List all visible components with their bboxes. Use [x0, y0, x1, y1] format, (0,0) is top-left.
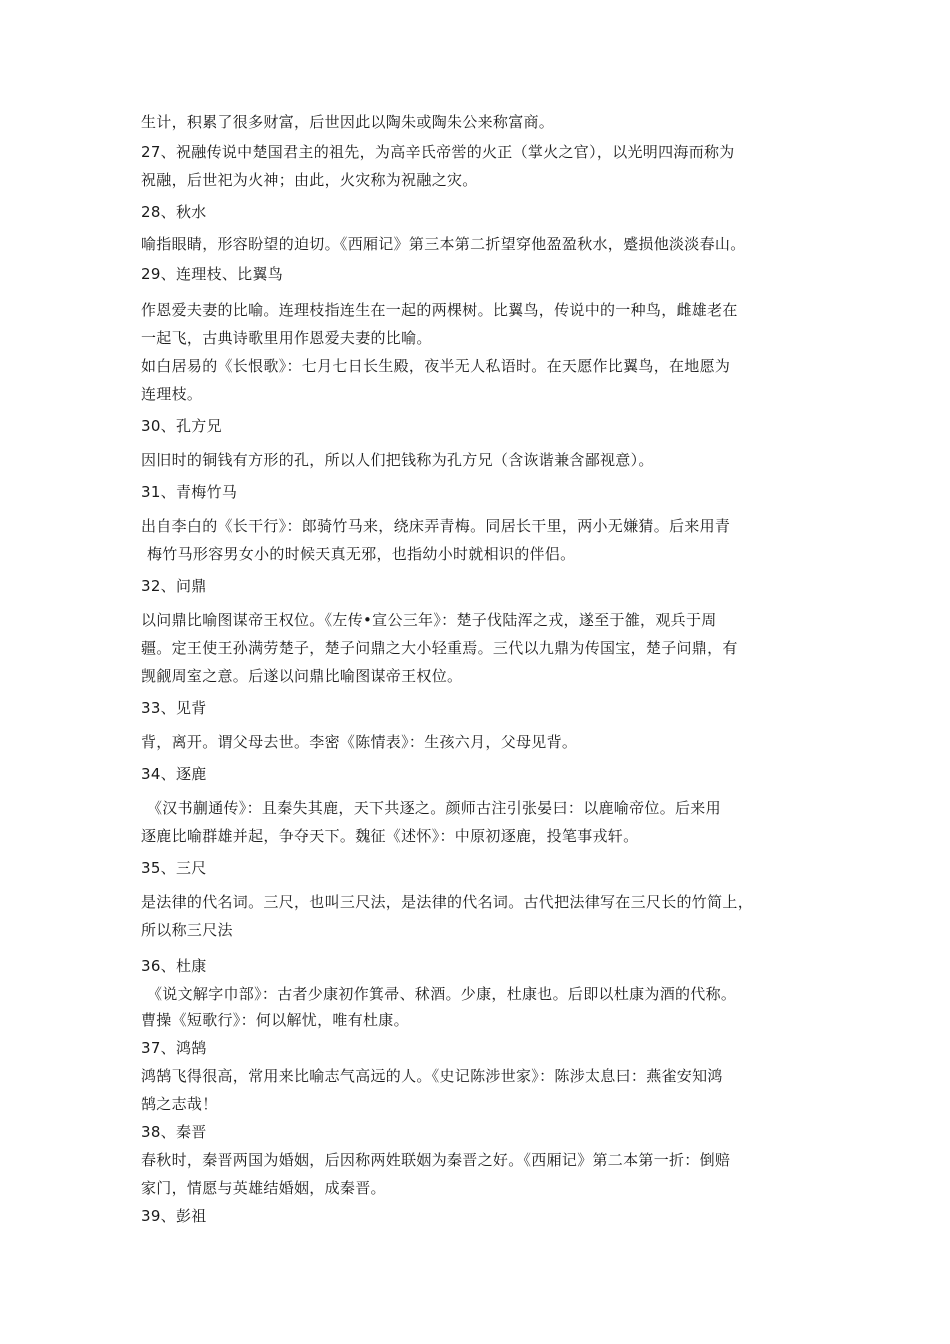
text-line: 春秋时，秦晋两国为婚姻，后因称两姓联姻为秦晋之好。《西厢记》第二本第一折：倒赔	[141, 1151, 731, 1169]
text-line: 出自李白的《长干行》：郎骑竹马来，绕床弄青梅。同居长干里，两小无嫌猜。后来用青	[141, 517, 731, 535]
entry-heading: 34、逐鹿	[141, 765, 207, 783]
entry-heading: 28、秋水	[141, 203, 207, 221]
text-line: 曹操《短歌行》：何以解忧，唯有杜康。	[141, 1011, 409, 1029]
text-line: 鸿鹄飞得很高，常用来比喻志气高远的人。《史记陈涉世家》：陈涉太息曰：燕雀安知鸿	[141, 1067, 723, 1085]
text-line: 《说文解字巾部》：古者少康初作箕帚、秫酒。少康，杜康也。后即以杜康为酒的代称。	[147, 985, 737, 1003]
entry-heading: 30、孔方兄	[141, 417, 222, 435]
text-line: 以问鼎比喻图谋帝王权位。《左传•宣公三年》：楚子伐陆浑之戎，遂至于雒，观兵于周	[141, 611, 717, 629]
entry-27-text: 27、祝融传说中楚国君主的祖先，为高辛氏帝喾的火正（掌火之官），以光明四海而称为	[141, 143, 735, 161]
entry-heading: 31、青梅竹马	[141, 483, 238, 501]
text-line: 生计，积累了很多财富，后世因此以陶朱或陶朱公来称富商。	[141, 113, 555, 131]
text-line: 《汉书蒯通传》：且秦失其鹿，天下共逐之。颜师古注引张晏曰：以鹿喻帝位。后来用	[147, 799, 721, 817]
text-line: 连理枝。	[141, 385, 203, 403]
text-line: 背，离开。谓父母去世。李密《陈情表》：生孩六月，父母见背。	[141, 733, 578, 751]
text-line: 家门，情愿与英雄结婚姻，成秦晋。	[141, 1179, 386, 1197]
entry-heading: 39、彭祖	[141, 1207, 207, 1225]
entry-heading: 35、三尺	[141, 859, 207, 877]
text-line: 鹄之志哉！	[141, 1095, 218, 1113]
text-line: 所以称三尺法	[141, 921, 233, 939]
entry-heading: 33、见背	[141, 699, 207, 717]
text-line: 作恩爱夫妻的比喻。连理枝指连生在一起的两棵树。比翼鸟，传说中的一种鸟，雌雄老在	[141, 301, 738, 319]
entry-heading: 38、秦晋	[141, 1123, 207, 1141]
text-line: 疆。定王使王孙满劳楚子，楚子问鼎之大小轻重焉。三代以九鼎为传国宝，楚子问鼎，有	[141, 639, 738, 657]
text-line: 逐鹿比喻群雄并起，争夺天下。魏征《述怀》：中原初逐鹿，投笔事戎轩。	[141, 827, 639, 845]
text-line: 是法律的代名词。三尺，也叫三尺法，是法律的代名词。古代把法律写在三尺长的竹简上，	[141, 893, 754, 911]
entry-heading: 37、鸿鹄	[141, 1039, 207, 1057]
entry-heading: 29、连理枝、比翼鸟	[141, 265, 284, 283]
text-line: 一起飞，古典诗歌里用作恩爱夫妻的比喻。	[141, 329, 432, 347]
text-line: 如白居易的《长恨歌》：七月七日长生殿，夜半无人私语时。在天愿作比翼鸟，在地愿为	[141, 357, 731, 375]
text-line: 因旧时的铜钱有方形的孔，所以人们把钱称为孔方兄（含诙谐兼含鄙视意）。	[141, 451, 654, 469]
text-line: 梅竹马形容男女小的时候天真无邪，也指幼小时就相识的伴侣。	[147, 545, 576, 563]
text-line: 祝融，后世祀为火神；由此，火灾称为祝融之灾。	[141, 171, 478, 189]
text-line: 觊觎周室之意。后遂以问鼎比喻图谋帝王权位。	[141, 667, 463, 685]
entry-heading: 36、杜康	[141, 957, 207, 975]
entry-heading: 32、问鼎	[141, 577, 207, 595]
text-line: 喻指眼睛，形容盼望的迫切。《西厢记》第三本第二折望穿他盈盈秋水，蹙损他淡淡春山。	[141, 235, 746, 253]
